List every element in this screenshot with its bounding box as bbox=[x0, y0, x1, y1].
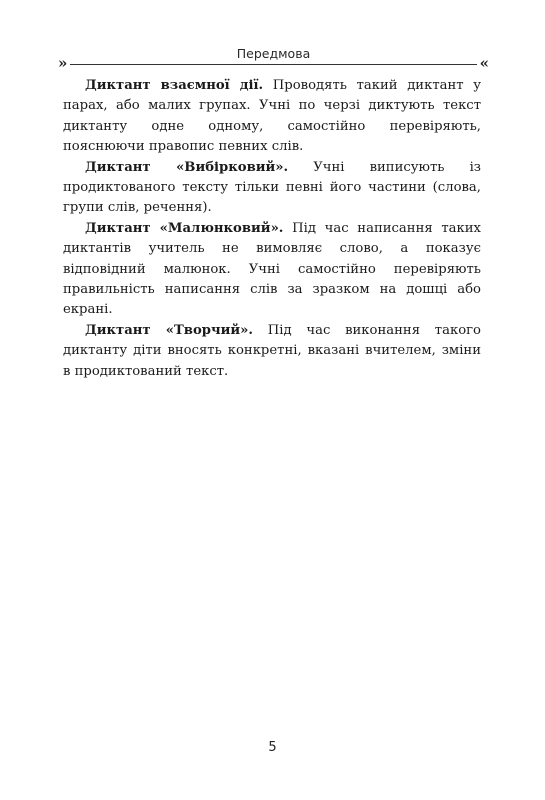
paragraph-picture-dictation bbox=[63, 219, 481, 321]
paragraph-selective-dictation bbox=[63, 158, 481, 219]
term-picture-dictation: Диктант «Малюнковий». bbox=[85, 220, 284, 236]
body-text bbox=[63, 76, 481, 382]
header-right-ornament: « bbox=[479, 54, 489, 72]
header-left-ornament: » bbox=[58, 54, 68, 72]
header-rule bbox=[70, 64, 477, 65]
paragraph-text: Під час написання таких диктантів учитель не вимовляє слово, а показує відповідний малюнок. Учні самостійно перевіряють правильність написання слів за зразком на дошці або екрані. bbox=[63, 220, 481, 318]
page-number: 5 bbox=[268, 740, 277, 755]
term-selective-dictation: Диктант «Вибірковий». bbox=[85, 159, 289, 175]
running-header bbox=[58, 46, 489, 72]
term-creative-dictation: Диктант «Творчий». bbox=[85, 322, 254, 338]
paragraph-text: Учні виписують із продиктованого тексту тільки певні його частини (слова, групи слів, речення). bbox=[63, 159, 481, 216]
term-mutual-dictation: Диктант взаємної дії. bbox=[85, 78, 264, 93]
running-header-title: Передмова bbox=[236, 46, 311, 61]
paragraph-text: Проводять такий диктант у парах, або малих групах. Учні по черзі диктують текст диктанту одне одному, самостійно перевіряють, пояснюючи правопис певних слів. bbox=[63, 78, 481, 155]
paragraph-text: Під час виконання такого диктанту діти вносять конкретні, вказані вчителем, зміни в продиктований текст. bbox=[63, 322, 481, 379]
paragraph-creative-dictation bbox=[63, 321, 481, 382]
paragraph-mutual-dictation bbox=[63, 76, 481, 158]
